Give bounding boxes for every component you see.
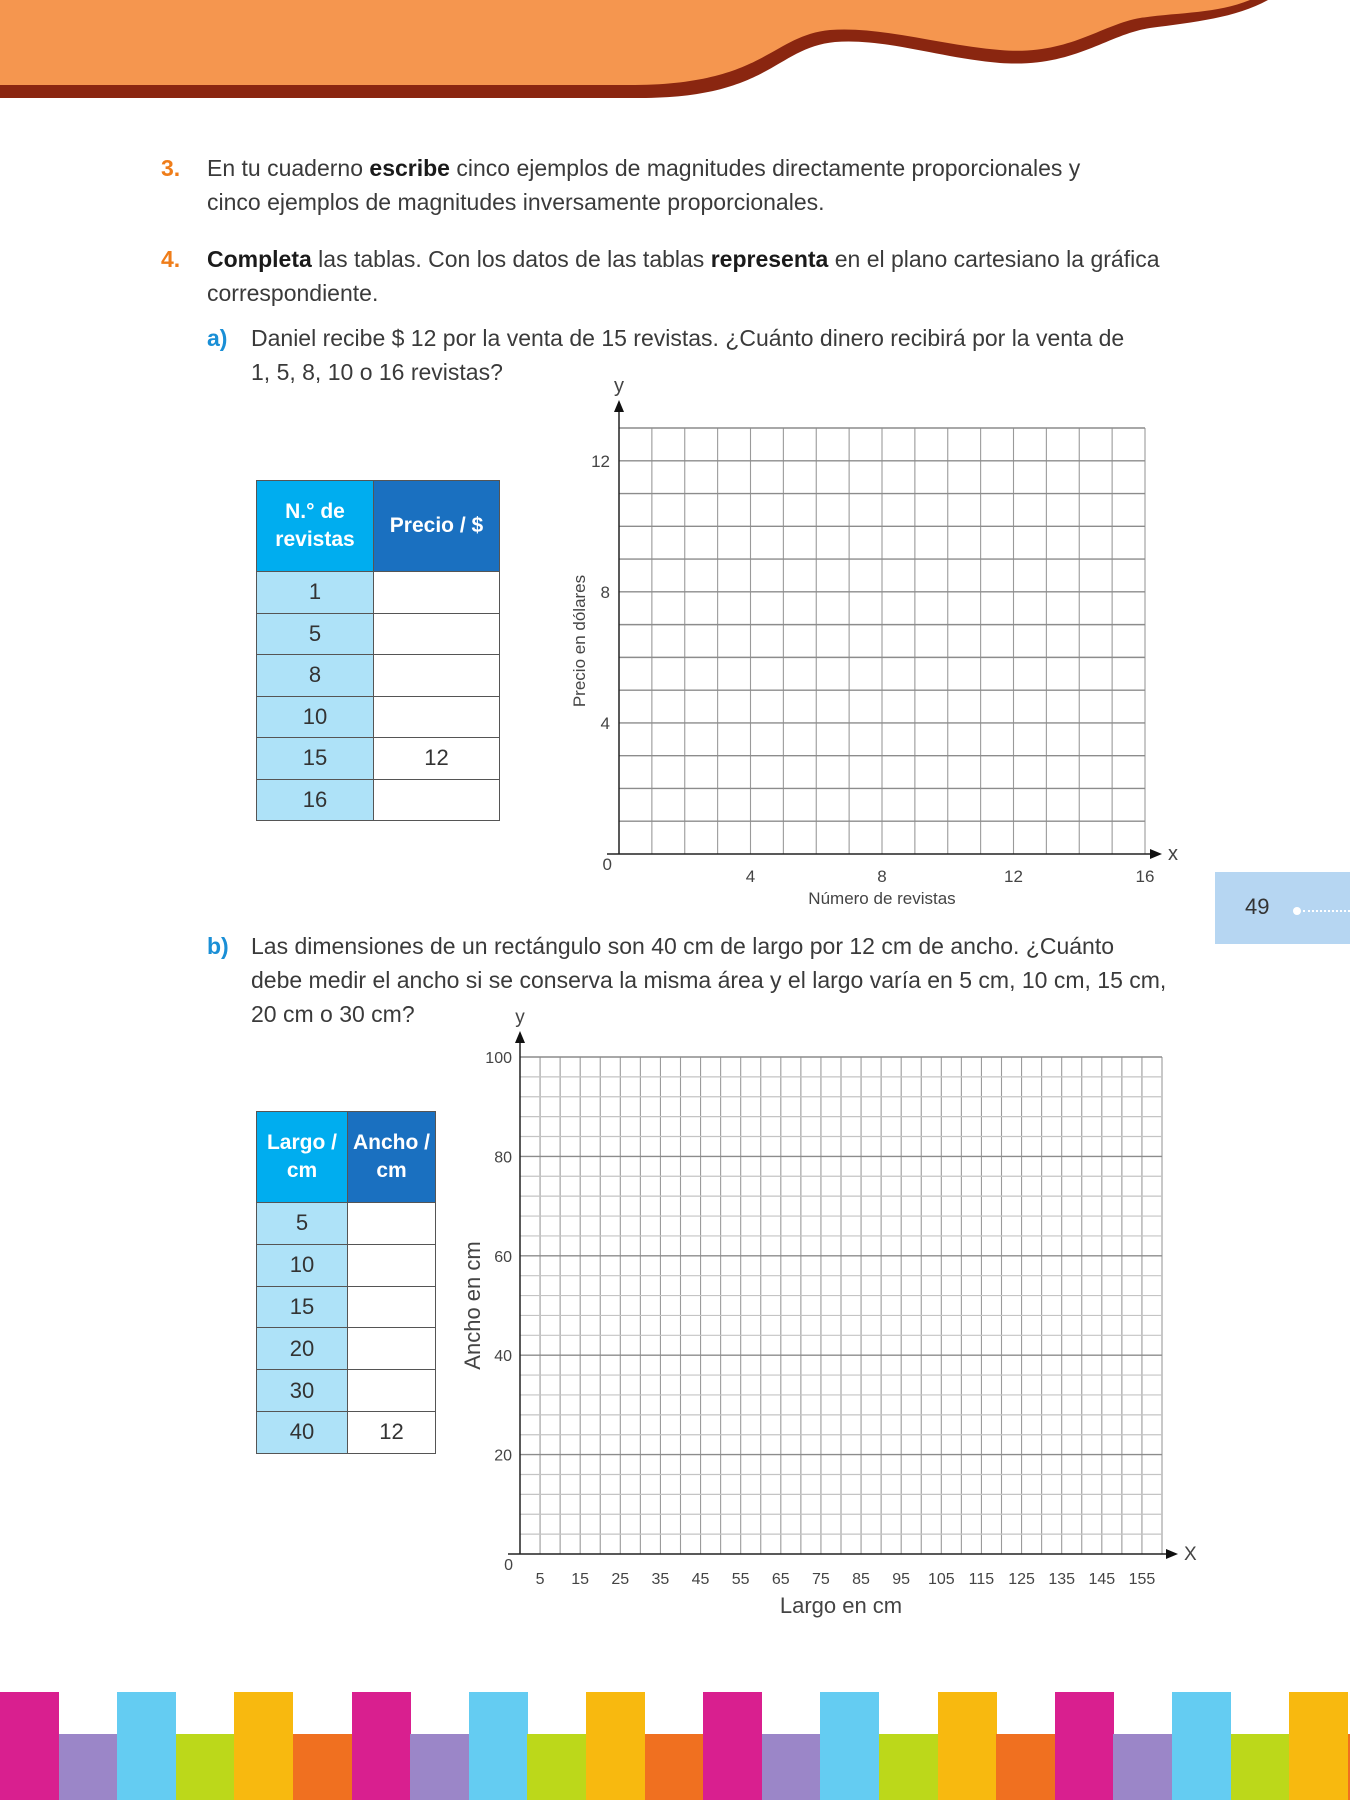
color-stripe xyxy=(586,1692,645,1800)
table-header: Ancho / cm xyxy=(348,1112,436,1203)
y-tick-label: 40 xyxy=(494,1348,512,1366)
text: Daniel recibe $ 12 por la venta de 15 revistas. ¿Cuánto dinero recibirá por la venta de xyxy=(251,325,1125,351)
x-axis-name: X xyxy=(1184,1544,1197,1565)
x-tick-label: 95 xyxy=(892,1571,911,1588)
color-stripe xyxy=(1231,1734,1290,1800)
origin-label: 0 xyxy=(602,855,612,874)
color-stripe xyxy=(176,1734,235,1800)
x-tick-label: 125 xyxy=(1008,1571,1035,1588)
cell-precio: 12 xyxy=(374,738,500,780)
y-axis-title: Precio en dólares xyxy=(570,574,589,708)
x-tick-label: 16 xyxy=(1135,867,1155,886)
color-stripe xyxy=(527,1734,586,1800)
text: correspondiente. xyxy=(207,280,379,306)
cell-revistas: 5 xyxy=(257,613,374,655)
x-tick-label: 4 xyxy=(745,867,756,886)
text: 1, 5, 8, 10 o 16 revistas? xyxy=(251,359,503,385)
y-tick-label: 60 xyxy=(494,1248,512,1266)
x-axis-arrow-icon xyxy=(1166,1549,1178,1559)
y-tick-label: 80 xyxy=(494,1149,512,1167)
cell-largo: 20 xyxy=(257,1328,348,1370)
x-tick-label: 155 xyxy=(1128,1571,1156,1588)
color-stripe xyxy=(352,1692,411,1800)
x-axis-title: Largo en cm xyxy=(779,1593,903,1618)
color-stripe xyxy=(703,1692,762,1800)
page-number: 49 xyxy=(1245,894,1270,919)
cell-largo: 30 xyxy=(257,1370,348,1412)
y-tick-label: 12 xyxy=(591,451,610,471)
y-tick-label: 4 xyxy=(600,713,610,733)
y-axis-arrow-icon xyxy=(614,400,624,412)
x-tick-label: 135 xyxy=(1048,1571,1076,1588)
x-tick-label: 25 xyxy=(611,1571,630,1588)
text: En tu cuaderno xyxy=(207,155,370,181)
subitem-label: a) xyxy=(207,325,228,351)
color-stripe xyxy=(1055,1692,1114,1800)
x-tick-label: 85 xyxy=(852,1571,870,1588)
cell-largo: 40 xyxy=(257,1411,348,1453)
exercise-3-number: 3. xyxy=(161,155,181,181)
cell-revistas: 16 xyxy=(257,779,374,821)
color-stripe xyxy=(1113,1734,1172,1800)
origin-label: 0 xyxy=(504,1557,513,1574)
x-tick-label: 12 xyxy=(1004,867,1023,886)
color-stripe xyxy=(469,1692,528,1800)
color-stripe xyxy=(234,1692,293,1800)
color-stripe xyxy=(996,1734,1055,1800)
color-stripe xyxy=(820,1692,879,1800)
y-tick-label: 100 xyxy=(485,1050,512,1067)
color-stripe xyxy=(938,1692,997,1800)
bold-keyword: escribe xyxy=(369,155,450,181)
text: cinco ejemplos de magnitudes directamente proporcionales y xyxy=(449,155,1081,181)
color-stripe xyxy=(410,1734,469,1800)
x-tick-label: 35 xyxy=(651,1571,670,1588)
x-axis-arrow-icon xyxy=(1150,849,1162,859)
y-axis-arrow-icon xyxy=(515,1031,525,1043)
table-header: Precio / $ xyxy=(374,481,500,572)
color-stripe xyxy=(293,1734,352,1800)
table-header: Largo / cm xyxy=(257,1112,348,1203)
cell-largo: 10 xyxy=(257,1244,348,1286)
text: Las dimensiones de un rectángulo son 40 cm de largo por 12 cm de ancho. ¿Cuánto xyxy=(251,933,1115,959)
color-stripe xyxy=(1172,1692,1231,1800)
x-tick-label: 75 xyxy=(812,1571,830,1588)
cell-revistas: 1 xyxy=(257,572,374,614)
text: las tablas. Con los datos de las tablas xyxy=(311,246,711,272)
x-tick-label: 65 xyxy=(771,1571,790,1588)
cell-ancho: 12 xyxy=(348,1411,436,1453)
color-stripe xyxy=(645,1734,704,1800)
x-tick-label: 145 xyxy=(1088,1571,1116,1588)
x-tick-label: 55 xyxy=(731,1571,750,1588)
x-tick-label: 45 xyxy=(691,1571,710,1588)
x-axis-title: Número de revistas xyxy=(808,889,956,908)
x-tick-label: 15 xyxy=(571,1571,590,1588)
bold-keyword: representa xyxy=(710,246,829,272)
text: debe medir el ancho si se conserva la misma área y el largo varía en 5 cm, 10 cm, 15 cm, xyxy=(251,967,1167,993)
exercise-4-number: 4. xyxy=(161,246,181,272)
color-stripe xyxy=(762,1734,821,1800)
y-tick-label: 20 xyxy=(494,1447,512,1465)
text: 20 cm o 30 cm? xyxy=(251,1001,415,1027)
color-stripe xyxy=(1289,1692,1348,1800)
subitem-label: b) xyxy=(207,933,229,959)
cell-revistas: 15 xyxy=(257,738,374,780)
cell-largo: 5 xyxy=(257,1203,348,1245)
cell-largo: 15 xyxy=(257,1286,348,1328)
cell-revistas: 8 xyxy=(257,655,374,697)
table-header: N.° de revistas xyxy=(257,481,374,572)
text: en el plano cartesiano la gráfica xyxy=(828,246,1160,272)
y-axis-name: y xyxy=(515,1007,525,1028)
y-tick-label: 8 xyxy=(600,582,610,602)
x-tick-label: 105 xyxy=(927,1571,955,1588)
bold-keyword: Completa xyxy=(207,246,312,272)
x-axis-name: x xyxy=(1168,843,1178,865)
color-stripe xyxy=(0,1692,59,1800)
color-stripe xyxy=(59,1734,118,1800)
x-tick-label: 115 xyxy=(968,1571,995,1588)
y-axis-name: y xyxy=(614,375,624,397)
text: cinco ejemplos de magnitudes inversamente proporcionales. xyxy=(207,189,825,215)
y-axis-title: Ancho en cm xyxy=(460,1241,485,1370)
color-stripe xyxy=(879,1734,938,1800)
x-tick-label: 8 xyxy=(877,867,887,886)
x-tick-label: 5 xyxy=(535,1571,545,1588)
color-stripe xyxy=(117,1692,176,1800)
cell-revistas: 10 xyxy=(257,696,374,738)
